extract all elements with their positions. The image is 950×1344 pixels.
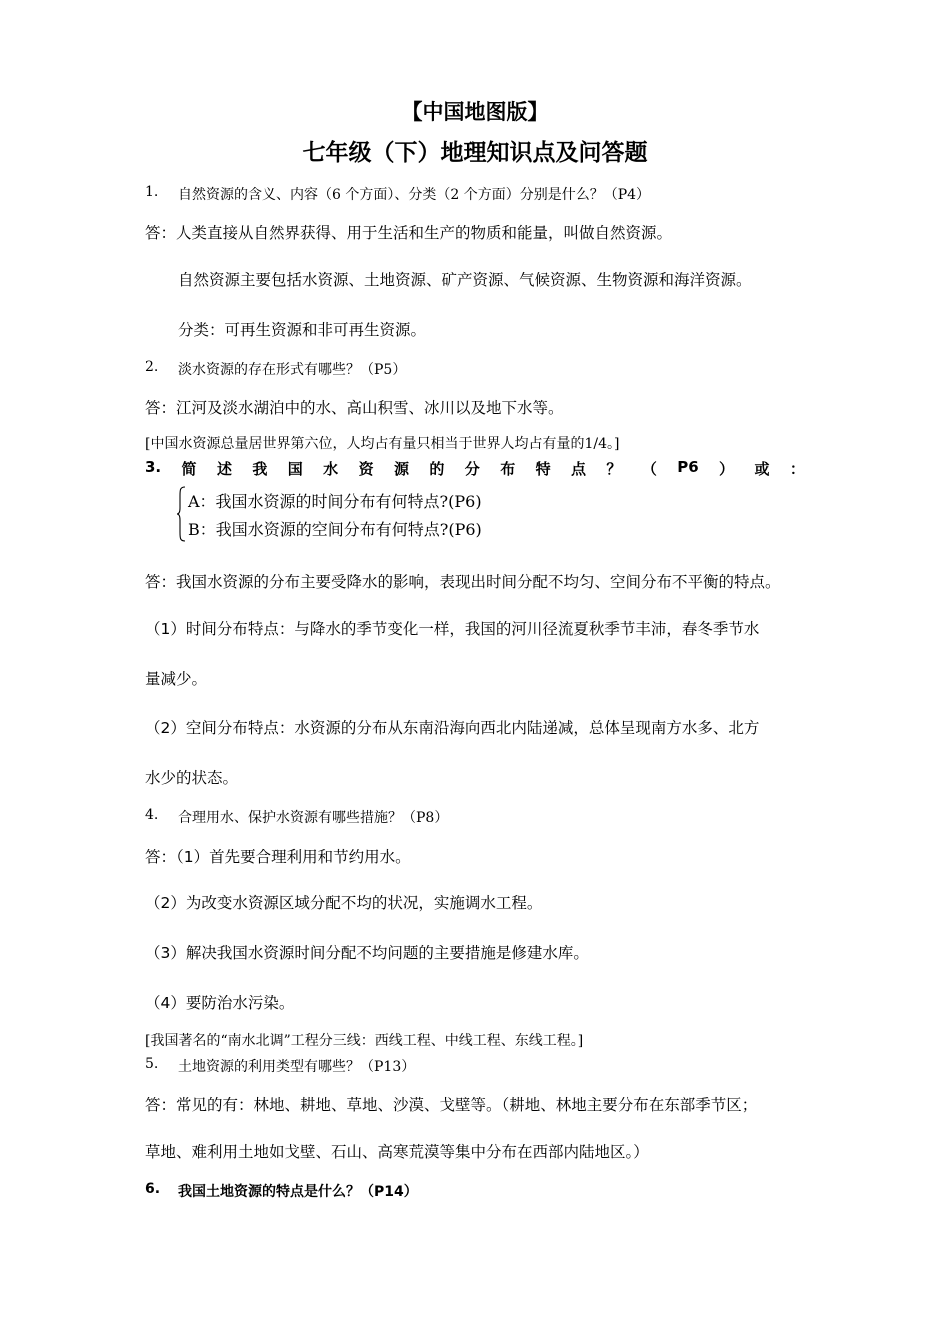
question-4-number: 4. <box>145 807 159 823</box>
question-5-number: 5. <box>145 1056 159 1072</box>
question-3-char: 点 <box>571 460 587 478</box>
question-3-char: 的 <box>429 460 445 478</box>
question-3-char: 源 <box>393 460 409 478</box>
question-6-number: 6. <box>145 1181 161 1197</box>
answer-1-line-2: 自然资源主要包括水资源、土地资源、矿产资源、气候资源、生物资源和海洋资源。 <box>178 271 752 289</box>
question-3-char: 简 <box>181 460 197 478</box>
document-title: 【中国地图版】 <box>401 100 549 124</box>
question-3-char: ） <box>719 460 735 478</box>
answer-5-line-1: 答：常见的有：林地、耕地、草地、沙漠、戈壁等。（耕地、林地主要分布在东部季节区； <box>145 1096 758 1114</box>
question-2-text: 淡水资源的存在形式有哪些？（P5） <box>178 362 407 378</box>
answer-4-line-3: （3）解决我国水资源时间分配不均问题的主要措施是修建水库。 <box>145 944 589 962</box>
answer-3-line-3-continued: 水少的状态。 <box>145 769 239 787</box>
answer-1-line-1: 答：人类直接从自然界获得、用于生活和生产的物质和能量，叫做自然资源。 <box>145 224 673 242</box>
question-1-number: 1. <box>145 184 159 200</box>
answer-5-line-2: 草地、难利用土地如戈壁、石山、高寒荒漠等集中分布在西部内陆地区。） <box>145 1143 649 1161</box>
question-3-char: 资 <box>358 460 374 478</box>
question-3-char: ： <box>789 460 805 478</box>
answer-2-line-1: 答：江河及淡水湖泊中的水、高山积雪、冰川以及地下水等。 <box>145 399 564 417</box>
question-3-char: （ <box>641 460 657 478</box>
question-2-number: 2. <box>145 359 159 375</box>
answer-4-note: [我国著名的“南水北调”工程分三线：西线工程、中线工程、东线工程。] <box>145 1033 584 1049</box>
question-3-char: 国 <box>287 460 303 478</box>
question-3-char: 我 <box>252 460 268 478</box>
question-3-char: P6 <box>677 458 699 476</box>
answer-4-line-4: （4）要防治水污染。 <box>145 994 295 1012</box>
answer-3-line-1: 答：我国水资源的分布主要受降水的影响，表现出时间分配不均匀、空间分布不平衡的特点。 <box>145 573 781 591</box>
question-3-sub-b: B：我国水资源的空间分布有何特点?(P6) <box>188 520 482 539</box>
question-4-text: 合理用水、保护水资源有哪些措施？（P8） <box>178 810 449 826</box>
question-3-char: 或 <box>754 460 770 478</box>
question-3-char: 布 <box>500 460 516 478</box>
question-3-number: 3. <box>145 458 162 476</box>
question-3-char: 水 <box>323 460 339 478</box>
curly-brace-icon <box>176 486 186 542</box>
question-3-char: 特 <box>535 460 551 478</box>
answer-3-line-3: （2）空间分布特点：水资源的分布从东南沿海向西北内陆递减，总体呈现南方水多、北方 <box>145 719 760 737</box>
question-3-char: ？ <box>606 460 622 478</box>
question-3-heading <box>145 458 805 479</box>
question-3-char: 述 <box>216 460 232 478</box>
question-1-text: 自然资源的含义、内容（6 个方面）、分类（2 个方面）分别是什么？（P4） <box>178 187 651 203</box>
answer-4-line-2: （2）为改变水资源区域分配不均的状况，实施调水工程。 <box>145 894 543 912</box>
answer-1-line-3: 分类：可再生资源和非可再生资源。 <box>178 321 427 339</box>
question-6-text: 我国土地资源的特点是什么？（P14） <box>178 1184 418 1200</box>
answer-4-line-1: 答：（1）首先要合理利用和节约用水。 <box>145 848 411 866</box>
question-3-char: 分 <box>464 460 480 478</box>
answer-3-line-2: （1）时间分布特点：与降水的季节变化一样，我国的河川径流夏秋季节丰沛，春冬季节水 <box>145 620 760 638</box>
answer-2-note: [中国水资源总量居世界第六位，人均占有量只相当于世界人均占有量的1/4。] <box>145 436 620 452</box>
question-3-sub-a: A：我国水资源的时间分布有何特点?(P6) <box>188 492 482 511</box>
document-subtitle: 七年级（下）地理知识点及问答题 <box>302 140 648 166</box>
answer-3-line-2-continued: 量减少。 <box>145 670 208 688</box>
question-5-text: 土地资源的利用类型有哪些？（P13） <box>178 1059 416 1075</box>
